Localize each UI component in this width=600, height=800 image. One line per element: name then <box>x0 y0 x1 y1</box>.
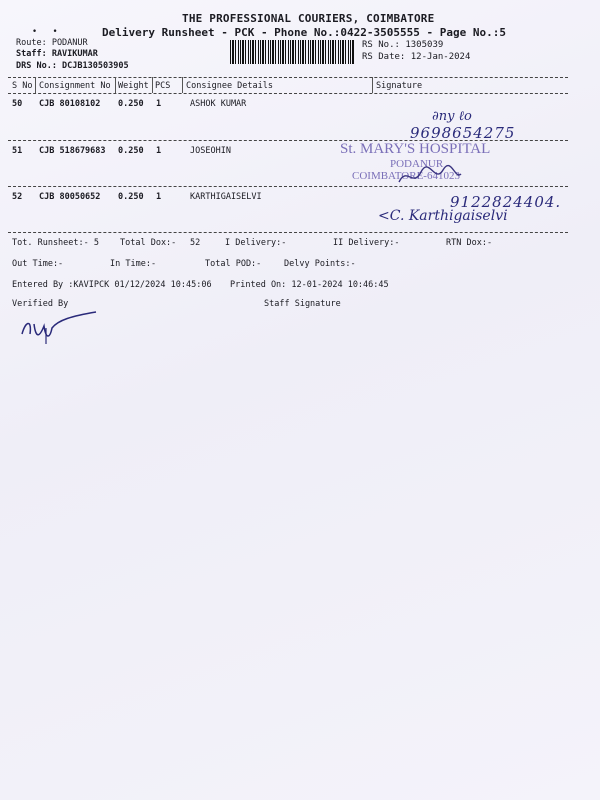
table-row-consignment: CJB 80050652 <box>39 192 101 202</box>
total-runsheet: Tot. Runsheet:- 5 <box>12 238 99 248</box>
barcode <box>230 40 355 64</box>
table-row-consignment: CJB 80108102 <box>39 99 101 109</box>
rs-number: RS No.: 1305039 <box>362 40 444 50</box>
delvy-points: Delvy Points:- <box>284 259 356 269</box>
table-row-sno: 51 <box>12 146 23 156</box>
divider-header <box>8 93 568 94</box>
total-pod: Total POD:- <box>205 259 262 269</box>
col-header-consignment: Consignment No <box>39 81 111 91</box>
route-label: Route: PODANUR <box>16 38 88 48</box>
entered-by: Entered By :KAVIPCK 01/12/2024 10:45:06 <box>12 280 212 290</box>
handwritten-phone: 9122824404. <box>450 193 562 211</box>
table-row-pcs: 1 <box>156 99 162 109</box>
table-row-weight: 0.250 <box>118 192 144 202</box>
col-header-sno: S No <box>12 81 33 91</box>
table-row-weight: 0.250 <box>118 146 144 156</box>
col-header-consignee: Consignee Details <box>186 81 273 91</box>
total-dox-label: Total Dox:- <box>120 238 177 248</box>
handwritten-phone: 9698654275 <box>410 124 516 142</box>
table-row-sno: 52 <box>12 192 23 202</box>
verified-by-label: Verified By <box>12 299 69 309</box>
printed-on: Printed On: 12-01-2024 10:46:45 <box>230 280 389 290</box>
staff-label: Staff: RAVIKUMAR <box>16 49 98 59</box>
hospital-stamp-city: COIMBATORE-641023 <box>352 170 460 182</box>
table-row-consignee: JOSEOHIN <box>190 146 231 156</box>
hospital-stamp-place: PODANUR <box>390 158 444 170</box>
rs-date: RS Date: 12-Jan-2024 <box>362 52 471 62</box>
verifier-signature <box>16 310 100 344</box>
divider-bottom <box>8 232 568 233</box>
i-delivery: I Delivery:- <box>225 238 287 248</box>
table-row-consignee: ASHOK KUMAR <box>190 99 247 109</box>
corner-dots: • • <box>32 27 58 37</box>
table-row-consignee: KARTHIGAISELVI <box>190 192 262 202</box>
out-time: Out Time:- <box>12 259 64 269</box>
runsheet-heading: Delivery Runsheet - PCK - Phone No.:0422-3505555 - Page No.:5 <box>102 26 506 39</box>
rtn-dox: RTN Dox:- <box>446 238 493 248</box>
col-sep <box>35 77 36 93</box>
handwritten-initials: ∂ny ℓo <box>432 109 472 124</box>
total-dox-value: 52 <box>190 238 201 248</box>
col-header-weight: Weight <box>118 81 149 91</box>
table-row-weight: 0.250 <box>118 99 144 109</box>
handwritten-name-signature: <C. Karthigaiselvi <box>378 208 508 224</box>
table-row-sno: 50 <box>12 99 23 109</box>
ii-delivery: II Delivery:- <box>333 238 400 248</box>
company-title: THE PROFESSIONAL COURIERS, COIMBATORE <box>182 12 435 25</box>
col-header-signature: Signature <box>376 81 423 91</box>
col-sep <box>152 77 153 93</box>
table-row-consignment: CJB 518679683 <box>39 146 106 156</box>
divider-top <box>8 77 568 78</box>
drs-number: DRS No.: DCJB130503905 <box>16 61 129 71</box>
table-row-pcs: 1 <box>156 192 162 202</box>
in-time: In Time:- <box>110 259 157 269</box>
hospital-stamp-name: St. MARY'S HOSPITAL <box>340 141 491 157</box>
divider-row <box>8 186 568 187</box>
stamp-signature-scribble <box>395 162 465 190</box>
col-sep <box>115 77 116 93</box>
table-row-pcs: 1 <box>156 146 162 156</box>
col-header-pcs: PCS <box>155 81 171 91</box>
col-sep <box>182 77 183 93</box>
staff-signature-label: Staff Signature <box>264 299 341 309</box>
col-sep <box>372 77 373 93</box>
